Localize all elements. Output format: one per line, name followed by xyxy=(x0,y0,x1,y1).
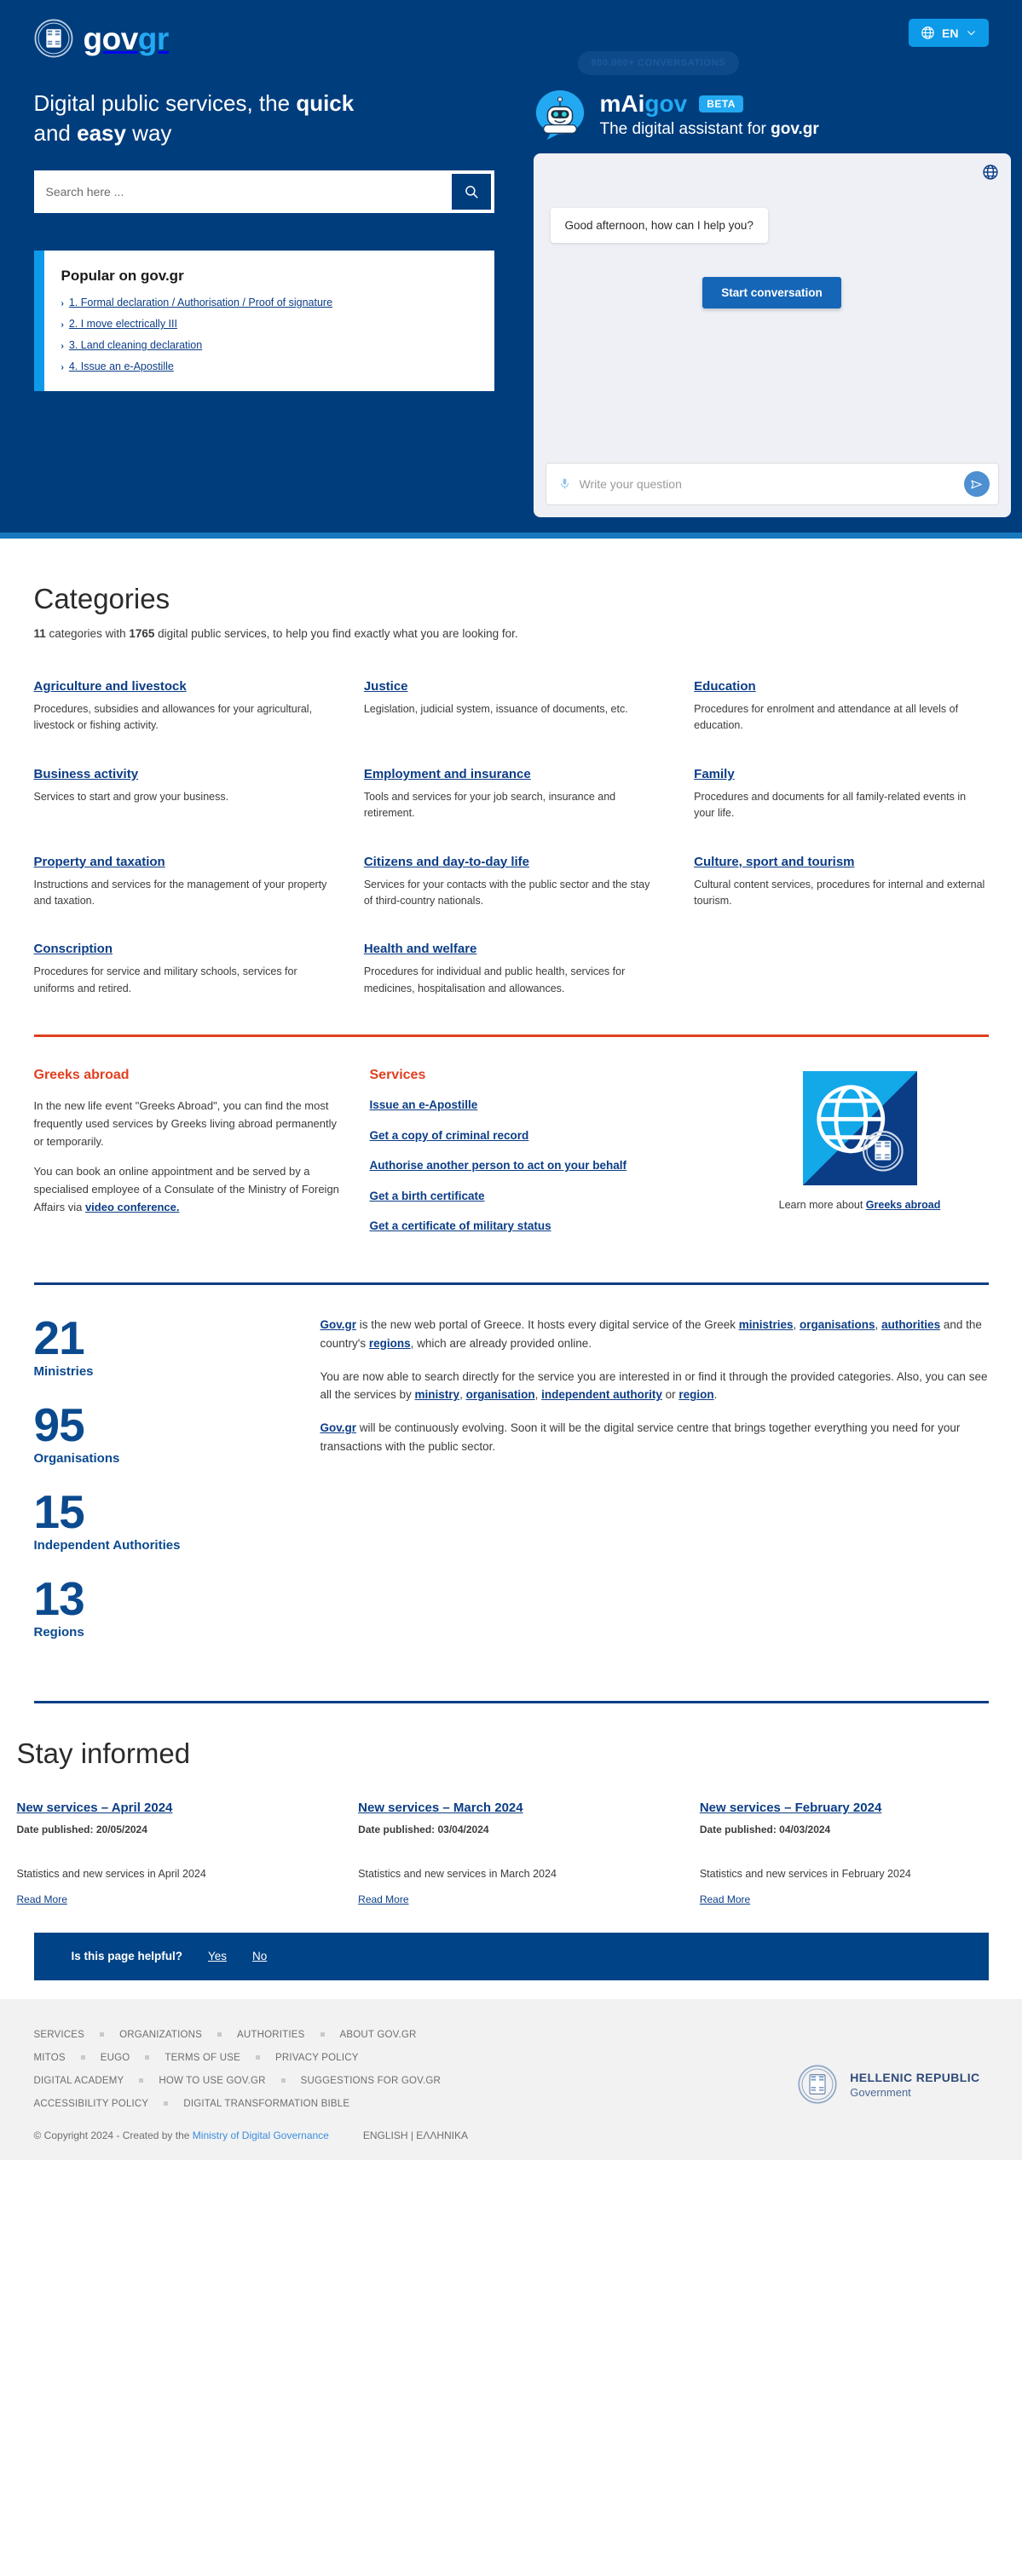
stat-item xyxy=(33,1311,290,1380)
stat-label: Organisations xyxy=(33,1451,120,1467)
chevron-right-icon: › xyxy=(61,342,64,352)
category-description: Instructions and services for the management of your property and taxation. xyxy=(33,878,327,907)
video-conference-link[interactable]: video conference. xyxy=(84,1201,180,1214)
category-description: Procedures for enrolment and attendance at all levels of education. xyxy=(694,703,959,732)
popular-services-box xyxy=(34,251,494,391)
categories-grid xyxy=(34,679,989,997)
footer-separator xyxy=(320,2032,325,2037)
category-card xyxy=(34,679,328,735)
read-more-link[interactable]: Read More xyxy=(699,1893,751,1905)
category-link[interactable]: Citizens and day-to-day life xyxy=(363,854,530,869)
category-description: Procedures for individual and public health, services for medicines, hospitalisation and allowances. xyxy=(363,965,626,994)
popular-link[interactable]: 2. I move electrically III xyxy=(68,318,177,331)
copyright-row xyxy=(34,2129,469,2141)
news-title-link[interactable]: New services – March 2024 xyxy=(358,1800,523,1815)
hero-accent-bar xyxy=(0,533,1022,539)
footer-separator xyxy=(100,2032,104,2037)
search-input[interactable] xyxy=(34,170,452,213)
footer-link[interactable]: TERMS OF USE xyxy=(165,2052,241,2063)
footer-separator xyxy=(81,2055,85,2060)
send-message-button[interactable] xyxy=(964,471,990,497)
stat-number: 13 xyxy=(33,1571,84,1625)
govgr-logo[interactable] xyxy=(34,19,169,58)
news-title-link[interactable]: New services – April 2024 xyxy=(16,1800,173,1815)
start-conversation-button[interactable]: Start conversation xyxy=(702,277,841,308)
news-card xyxy=(700,1801,1006,1907)
news-date: Date published: 04/03/2024 xyxy=(699,1823,831,1835)
chevron-right-icon: › xyxy=(61,320,64,331)
bot-greeting-message: Good afternoon, how can I help you? xyxy=(551,208,768,243)
list-item[interactable] xyxy=(61,339,476,351)
categories-section xyxy=(17,539,1006,1037)
footer-row xyxy=(34,2030,469,2040)
category-link[interactable]: Culture, sport and tourism xyxy=(694,854,855,869)
stat-number: 15 xyxy=(33,1484,84,1538)
organisations-link[interactable]: organisations xyxy=(800,1317,875,1331)
category-link[interactable]: Agriculture and livestock xyxy=(33,679,187,694)
category-card xyxy=(34,767,328,822)
chevron-right-icon: › xyxy=(61,363,64,373)
footer-link[interactable]: PRIVACY POLICY xyxy=(275,2052,359,2063)
stat-label: Independent Authorities xyxy=(33,1538,181,1553)
chat-globe-icon[interactable] xyxy=(982,164,999,181)
footer-link[interactable]: ORGANIZATIONS xyxy=(119,2029,203,2040)
footer-link[interactable]: ABOUT GOV.GR xyxy=(339,2029,417,2040)
hero-title: Digital public services, the quick and easy way xyxy=(33,90,355,147)
greeks-abroad-section xyxy=(17,1037,1006,1285)
list-item[interactable] xyxy=(61,360,476,372)
conversations-badge: 800.000+ CONVERSATIONS xyxy=(578,51,740,75)
footer-link[interactable]: AUTHORITIES xyxy=(237,2029,305,2040)
category-card xyxy=(364,767,658,822)
footer-separator xyxy=(281,2078,286,2083)
stat-number: 21 xyxy=(33,1311,84,1364)
category-description: Procedures for service and military schools, services for uniforms and retired. xyxy=(33,965,297,994)
footer-row xyxy=(34,2099,469,2109)
footer-link[interactable]: EUGO xyxy=(100,2052,130,2063)
feedback-question: Is this page helpful? xyxy=(71,1950,183,1963)
stay-informed-section xyxy=(17,1703,1006,1933)
popular-link[interactable]: 1. Formal declaration / Authorisation / Proof of signature xyxy=(68,297,333,309)
abroad-service-link[interactable]: Get a copy of criminal record xyxy=(369,1128,529,1142)
chevron-right-icon: › xyxy=(61,299,64,309)
read-more-link[interactable]: Read More xyxy=(16,1893,67,1905)
news-heading: Stay informed xyxy=(16,1737,191,1769)
list-item[interactable] xyxy=(61,297,476,308)
news-card xyxy=(17,1801,323,1907)
organisation-link[interactable]: organisation xyxy=(465,1388,535,1402)
footer-link[interactable]: ACCESSIBILITY POLICY xyxy=(33,2098,149,2109)
footer-row xyxy=(34,2053,469,2063)
category-card xyxy=(694,767,988,822)
news-grid xyxy=(17,1801,1006,1907)
logo-wordmark: govgr xyxy=(83,20,169,56)
stats-paragraph-3: Gov.gr will be continuously evolving. Soon it will be the digital service centre that brings together everything you need for your transactions with the public sector. xyxy=(320,1421,961,1454)
chat-input-bar xyxy=(546,463,999,505)
search-icon xyxy=(464,184,479,199)
maigov-title: mAigov xyxy=(599,89,688,117)
footer-links xyxy=(34,2023,469,2141)
copyright-text: © Copyright 2024 - Created by the Ministry of Digital Governance xyxy=(33,2129,329,2141)
news-card xyxy=(358,1801,664,1907)
footer-separator xyxy=(145,2055,149,2060)
stat-item xyxy=(33,1571,290,1641)
category-link[interactable]: Conscription xyxy=(33,942,113,957)
statistics-section xyxy=(17,1285,1006,1703)
ministry-link[interactable]: ministry xyxy=(414,1388,460,1402)
brand-subtitle: Government xyxy=(850,2085,911,2099)
abroad-heading: Greeks abroad xyxy=(33,1068,130,1082)
category-card xyxy=(364,679,658,735)
news-description: Statistics and new services in March 2024 xyxy=(358,1867,557,1880)
footer-link[interactable]: MITOS xyxy=(33,2052,66,2063)
category-description: Services to start and grow your business. xyxy=(33,790,229,803)
learn-more-text: Learn more about Greeks abroad xyxy=(778,1199,941,1211)
page-feedback-bar xyxy=(34,1933,989,1980)
category-description: Services for your contacts with the public sector and the stay of third-country nationals. xyxy=(363,878,650,907)
category-card xyxy=(34,855,328,910)
category-link[interactable]: Business activity xyxy=(33,766,139,781)
news-description: Statistics and new services in February 2024 xyxy=(699,1867,911,1880)
microphone-icon[interactable] xyxy=(558,476,571,492)
footer-link[interactable]: SUGGESTIONS FOR GOV.GR xyxy=(300,2075,442,2086)
category-card xyxy=(694,679,988,735)
popular-link[interactable]: 4. Issue an e-Apostille xyxy=(68,360,174,373)
stats-paragraph-2: You are now able to search directly for the service you are interested in or find it through the provided categories. Also, you can see all the services by ministry, organisation, independent authority or region. xyxy=(320,1369,988,1402)
footer-separator xyxy=(164,2101,168,2106)
authorities-link[interactable]: authorities xyxy=(881,1317,941,1331)
popular-list xyxy=(61,297,476,372)
abroad-service-link[interactable]: Get a certificate of military status xyxy=(369,1219,551,1233)
ministry-digital-governance-link[interactable]: Ministry of Digital Governance xyxy=(192,2129,329,2141)
categories-subtitle: 11 categories with 1765 digital public services, to help you find exactly what you are looking for. xyxy=(33,627,518,640)
categories-heading: Categories xyxy=(33,583,170,614)
read-more-link[interactable]: Read More xyxy=(358,1893,409,1905)
search-bar xyxy=(34,170,494,213)
stats-paragraph-1: Gov.gr is the new web portal of Greece. It hosts every digital service of the Greek ministries, organisations, authorities and the country's regions, which are already provided online. xyxy=(320,1317,982,1350)
category-card-empty xyxy=(694,942,988,997)
stats-numbers-column xyxy=(33,1311,290,1663)
send-icon xyxy=(970,478,983,491)
category-link[interactable]: Employment and insurance xyxy=(363,766,531,781)
footer-language-switch[interactable]: ENGLISH | ΕΛΛΗΝΙΚΑ xyxy=(362,2129,469,2141)
footer-row xyxy=(34,2076,469,2086)
hero-section xyxy=(0,0,1022,539)
abroad-service-link[interactable]: Get a birth certificate xyxy=(369,1189,485,1202)
stat-number: 95 xyxy=(33,1397,84,1451)
region-link[interactable]: region xyxy=(678,1388,714,1402)
popular-heading: Popular on gov.gr xyxy=(61,268,184,285)
hellenic-republic-brand xyxy=(797,2023,988,2141)
category-link[interactable]: Justice xyxy=(363,679,408,694)
govgr-link[interactable]: Gov.gr xyxy=(320,1421,357,1435)
language-selector-button[interactable] xyxy=(909,19,988,47)
news-description: Statistics and new services in April 2024 xyxy=(16,1867,206,1880)
news-date: Date published: 20/05/2024 xyxy=(16,1823,147,1835)
footer-separator xyxy=(139,2078,143,2083)
feedback-yes-link[interactable]: Yes xyxy=(208,1950,228,1963)
category-card xyxy=(364,855,658,910)
abroad-services-column xyxy=(370,1068,711,1248)
greeks-abroad-link[interactable]: Greeks abroad xyxy=(865,1199,941,1211)
abroad-paragraph-2: You can book an online appointment and be served by a specialised employee of a Consulate of the Ministry of Foreign Affairs via video conference. xyxy=(33,1165,339,1214)
category-description: Procedures and documents for all family-related events in your life. xyxy=(694,790,967,820)
abroad-services-heading: Services xyxy=(369,1068,426,1082)
top-bar xyxy=(34,0,989,58)
maigov-chat-panel xyxy=(534,58,1011,517)
abroad-service-link[interactable]: Authorise another person to act on your behalf xyxy=(369,1159,627,1173)
abroad-paragraph-1: In the new life event "Greeks Abroad", you can find the most frequently used services by Greeks living abroad permanently or temporarily. xyxy=(33,1099,338,1149)
category-description: Tools and services for your job search, insurance and retirement. xyxy=(363,790,616,820)
abroad-text-column xyxy=(34,1068,349,1248)
regions-link[interactable]: regions xyxy=(368,1336,411,1350)
hellenic-republic-seal-icon xyxy=(797,2064,838,2105)
list-item[interactable] xyxy=(61,318,476,330)
independent-authority-link[interactable]: independent authority xyxy=(541,1388,662,1402)
stat-item xyxy=(33,1484,290,1554)
news-date: Date published: 03/04/2024 xyxy=(358,1823,489,1835)
popular-link[interactable]: 3. Land cleaning declaration xyxy=(68,339,203,352)
category-link[interactable]: Health and welfare xyxy=(363,942,477,957)
feedback-no-link[interactable]: No xyxy=(252,1950,268,1963)
footer-link[interactable]: SERVICES xyxy=(33,2029,85,2040)
category-link[interactable]: Property and taxation xyxy=(33,854,165,869)
category-description: Cultural content services, procedures for internal and external tourism. xyxy=(694,878,985,907)
maigov-subtitle: The digital assistant for gov.gr xyxy=(599,119,819,138)
category-card xyxy=(364,942,658,997)
abroad-media-column xyxy=(731,1068,989,1248)
stat-label: Regions xyxy=(33,1625,84,1640)
footer-link[interactable]: DIGITAL ACADEMY xyxy=(33,2075,124,2086)
chat-message-input[interactable] xyxy=(580,477,956,491)
search-submit-button[interactable] xyxy=(452,174,491,210)
stats-text-column xyxy=(320,1316,989,1663)
language-label: EN xyxy=(942,26,959,40)
category-card xyxy=(34,942,328,997)
chat-window xyxy=(534,153,1011,517)
ministries-link[interactable]: ministries xyxy=(738,1317,794,1331)
beta-badge: BETA xyxy=(699,95,743,112)
robot-avatar-icon xyxy=(534,89,586,141)
footer-link[interactable]: HOW TO USE GOV.GR xyxy=(159,2075,266,2086)
category-card xyxy=(694,855,988,910)
abroad-service-link[interactable]: Issue an e-Apostille xyxy=(369,1098,478,1111)
govgr-link[interactable]: Gov.gr xyxy=(320,1317,357,1331)
category-description: Legislation, judicial system, issuance of documents, etc. xyxy=(363,703,628,715)
hellenic-seal-icon xyxy=(34,19,73,58)
footer-link[interactable]: DIGITAL TRANSFORMATION BIBLE xyxy=(183,2098,350,2109)
category-description: Procedures, subsidies and allowances for your agricultural, livestock or fishing activity. xyxy=(33,703,313,732)
greeks-abroad-globe-image xyxy=(803,1071,917,1185)
brand-title: HELLENIC REPUBLIC xyxy=(850,2070,980,2084)
footer-separator xyxy=(217,2032,222,2037)
site-footer xyxy=(0,1999,1022,2160)
stat-label: Ministries xyxy=(33,1364,94,1380)
globe-icon xyxy=(921,26,935,40)
footer-separator xyxy=(256,2055,260,2060)
category-link[interactable]: Family xyxy=(694,766,735,781)
news-title-link[interactable]: New services – February 2024 xyxy=(699,1800,882,1815)
stat-item xyxy=(33,1397,290,1467)
category-link[interactable]: Education xyxy=(694,679,756,694)
chevron-down-icon xyxy=(966,27,977,38)
